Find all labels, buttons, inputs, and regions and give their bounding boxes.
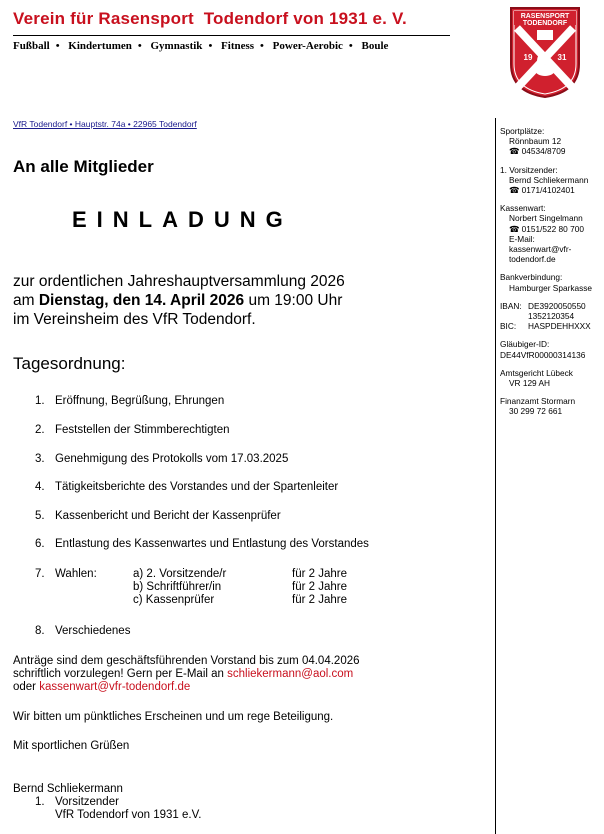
amtsgericht-label: Amtsgericht Lübeck (500, 367, 573, 378)
kassenwart-email-cont: todendorf.de (509, 254, 556, 265)
wahl-duration: für 2 Jahre (292, 568, 347, 580)
agenda-item (35, 481, 338, 493)
agenda-text: Feststellen der Stimmberechtigten (55, 424, 230, 436)
email-link-kassenwart[interactable]: kassenwart@vfr-todendorf.de (39, 681, 191, 693)
antraege-line-2-text: schriftlich vorzulegen! Gern per E-Mail an (13, 668, 228, 680)
agenda-number: 6. (35, 538, 45, 550)
sidebar-info (500, 126, 602, 425)
agenda-number: 8. (35, 625, 45, 637)
agenda-item (35, 453, 288, 465)
finanzamt-block (500, 396, 602, 416)
agenda-number: 7. (35, 568, 45, 580)
sportplaetze-label: Sportplätze: (500, 126, 545, 136)
kassenwart-label: Kassenwart: (500, 203, 546, 214)
amtsgericht-value: VR 129 AH (509, 378, 551, 389)
bank-name: Hamburger Sparkasse (509, 282, 593, 293)
agenda-text: Entlastung des Kassenwartes und Entlastung des Vorstandes (55, 538, 369, 550)
header-rule (13, 35, 450, 36)
glaeubiger-value: DE44VfR00000314136 (500, 349, 586, 360)
agenda-item (35, 625, 130, 637)
agenda-item (35, 424, 230, 436)
sport-item: Power-Aerobic (272, 40, 343, 52)
kassenwart-phone: ☎ 0151/522 80 700 (509, 223, 584, 234)
club-title (13, 9, 407, 29)
sportplaetze-street: Rönnbaum 12 (509, 136, 562, 147)
agenda-text: Wahlen: (55, 568, 97, 580)
iban-label: IBAN: (500, 300, 522, 311)
sender-address: VfR Todendorf • Hauptstr. 74a • 22965 Todendorf (13, 119, 197, 129)
kassenwart-block (500, 203, 602, 264)
closing-greeting: Mit sportlichen Grüßen (13, 740, 130, 752)
intro-line-1: zur ordentlichen Jahreshauptversammlung 2026 (13, 273, 345, 290)
agenda-number: 2. (35, 424, 45, 436)
agenda-text: Genehmigung des Protokolls vom 17.03.2025 (55, 453, 289, 465)
agenda-heading: Tagesordnung: (13, 354, 126, 373)
wahlen-label (35, 568, 97, 580)
wahl-position: c) Kassenprüfer (133, 594, 215, 606)
invitation-heading: EINLADUNG (72, 207, 293, 232)
antraege-paragraph (13, 655, 360, 694)
iban-block (500, 301, 602, 332)
glaeubiger-label: Gläubiger-ID: (500, 339, 550, 350)
sport-item: Kindertumen (68, 40, 132, 52)
attendance-request: Wir bitten um pünktliches Erscheinen und um rege Beteiligung. (13, 711, 334, 723)
bic-label: BIC: (500, 321, 517, 332)
wahl-duration: für 2 Jahre (292, 594, 347, 606)
agenda-text: Verschiedenes (55, 625, 131, 637)
vorsitzender-block (500, 165, 602, 196)
sport-item: Fußball (13, 40, 50, 52)
sportplaetze-block (500, 126, 602, 157)
antraege-line-3-text: oder (13, 681, 40, 693)
iban-value: DE3920050550 (528, 300, 586, 311)
kassenwart-name: Norbert Singelmann (509, 213, 583, 224)
intro-line-2 (13, 291, 345, 310)
sports-list: Fußball • Kindertumen • Gymnastik • Fitness • Power-Aerobic • Boule (13, 40, 389, 52)
meeting-time: um 19:00 Uhr (244, 292, 343, 309)
logo-bottom-text: TODENDORF (522, 20, 568, 27)
agenda-item (35, 538, 369, 550)
kassenwart-email: kassenwart@vfr- (509, 244, 572, 255)
vorsitzender-phone: ☎ 0171/4102401 (509, 185, 575, 196)
agenda-number: 3. (35, 453, 45, 465)
agenda-item (35, 510, 281, 522)
sportplaetze-phone: ☎ 04534/8709 (509, 146, 566, 157)
sport-item: Boule (361, 40, 389, 52)
amtsgericht-block (500, 368, 602, 388)
bank-block (500, 272, 602, 292)
bic-value: HASPDEHHXXX (528, 321, 591, 332)
bank-label: Bankverbindung: (500, 272, 563, 283)
iban-value-cont: 1352120354 (528, 311, 575, 322)
intro-line-3: im Vereinsheim des VfR Todendorf. (13, 311, 256, 328)
antraege-line-2 (13, 668, 360, 681)
club-title-left: Verein für Rasensport (13, 9, 194, 28)
logo-right-number: 31 (557, 53, 567, 62)
club-title-right: Todendorf von 1931 e. V. (203, 9, 407, 28)
vorsitzender-label: 1. Vorsitzender: (500, 164, 558, 175)
signer-name: Bernd Schliekermann (13, 783, 123, 795)
finanzamt-value: 30 299 72 661 (509, 406, 563, 417)
agenda-text: Tätigkeitsberichte des Vorstandes und der Spartenleiter (55, 481, 339, 493)
agenda-text: Eröffnung, Begrüßung, Ehrungen (55, 395, 225, 407)
logo-top-text: RASENSPORT (520, 13, 570, 20)
finanzamt-label: Finanzamt Stormarn (500, 396, 576, 407)
vorsitzender-name: Bernd Schliekermann (509, 174, 589, 185)
agenda-text: Kassenbericht und Bericht der Kassenprüfer (55, 510, 281, 522)
email-link-schliekermann[interactable]: schliekermann@aol.com (227, 668, 354, 680)
meeting-date: Dienstag, den 14. April 2026 (38, 292, 245, 309)
agenda-item (35, 395, 224, 407)
signer-role-line (13, 796, 201, 809)
agenda-number: 1. (35, 395, 45, 407)
club-logo (509, 6, 581, 98)
wahl-position: b) Schriftführer/in (133, 581, 222, 593)
antraege-line-3 (13, 681, 360, 694)
signature-block (13, 783, 201, 822)
logo-left-number: 19 (523, 53, 533, 62)
antraege-line-1: Anträge sind dem geschäftsführenden Vorstand bis zum 04.04.2026 (13, 655, 360, 667)
invitation-intro (13, 272, 345, 329)
greeting: An alle Mitglieder (13, 157, 154, 176)
sport-item: Fitness (221, 40, 255, 52)
sidebar-divider (495, 118, 496, 834)
agenda-number: 5. (35, 510, 45, 522)
agenda-number: 4. (35, 481, 45, 493)
signer-role: Vorsitzender (55, 796, 119, 808)
kassenwart-email-label: E-Mail: (509, 233, 535, 244)
wahl-position: a) 2. Vorsitzende/r (133, 568, 227, 580)
sport-item: Gymnastik (150, 40, 203, 52)
signer-num: 1. (35, 796, 45, 808)
intro-line-2-pre: am (13, 292, 39, 309)
signer-club: VfR Todendorf von 1931 e.V. (55, 809, 202, 821)
wahl-duration: für 2 Jahre (292, 581, 347, 593)
glaeubiger-block (500, 339, 602, 359)
